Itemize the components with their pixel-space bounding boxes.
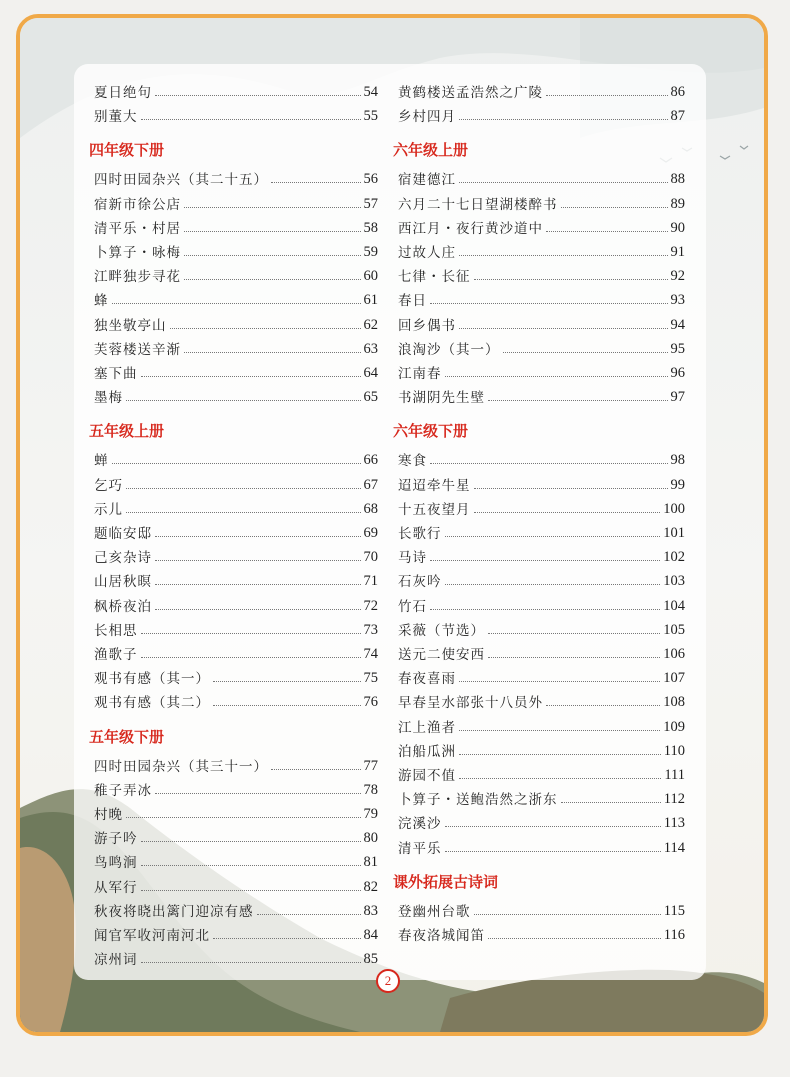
toc-entry[interactable]	[94, 872, 378, 896]
section-heading: 四年级下册	[89, 141, 165, 160]
toc-entry[interactable]	[398, 213, 685, 237]
dot-leader	[430, 303, 668, 304]
dot-leader	[561, 207, 668, 208]
dot-leader	[546, 705, 660, 706]
page-ref: 81	[363, 854, 378, 871]
poem-title: 十五夜望月	[398, 501, 471, 518]
toc-entry[interactable]	[94, 823, 378, 847]
poem-title: 观书有感（其二）	[94, 695, 210, 712]
page-ref: 62	[363, 316, 378, 333]
page-ref: 63	[363, 340, 378, 357]
section-heading: 六年级上册	[393, 141, 469, 160]
poem-title: 村晚	[94, 807, 123, 823]
poem-title: 己亥杂诗	[94, 550, 152, 567]
poem-title: 采薇（节选）	[398, 622, 485, 639]
toc-entry[interactable]	[398, 285, 685, 309]
dot-leader	[459, 255, 668, 256]
section-heading: 课外拓展古诗词	[393, 872, 499, 891]
dot-leader	[126, 817, 361, 818]
toc-entry[interactable]	[398, 566, 685, 590]
toc-entry[interactable]	[398, 261, 685, 285]
dot-leader	[488, 657, 660, 658]
poem-title: 马诗	[398, 550, 427, 567]
page-ref: 57	[363, 195, 378, 212]
page-ref: 72	[363, 597, 378, 614]
page-ref: 76	[363, 694, 378, 711]
poem-title: 早春呈水部张十八员外	[398, 695, 543, 712]
page-ref: 109	[663, 718, 685, 735]
dot-leader	[141, 633, 361, 634]
dot-leader	[445, 584, 661, 585]
page-ref: 61	[363, 292, 378, 309]
toc-entry[interactable]	[94, 261, 378, 285]
poem-title: 卜算子・咏梅	[94, 245, 181, 261]
dot-leader	[488, 938, 661, 939]
poem-title: 观书有感（其一）	[94, 671, 210, 688]
toc-entry[interactable]	[398, 189, 685, 213]
dot-leader	[155, 793, 361, 794]
poem-title: 宿建德江	[398, 172, 456, 189]
dot-leader	[459, 754, 661, 755]
poem-title: 游园不值	[398, 768, 456, 784]
page-ref: 77	[363, 757, 378, 774]
dot-leader	[474, 488, 668, 489]
poem-title: 山居秋暝	[94, 574, 152, 591]
toc-entry[interactable]	[94, 663, 378, 687]
poem-title: 书湖阴先生壁	[398, 390, 485, 407]
page-ref: 111	[664, 767, 685, 783]
page-ref: 93	[670, 292, 685, 309]
dot-leader	[459, 681, 660, 682]
page-ref: 103	[663, 573, 685, 590]
toc-entry[interactable]	[398, 382, 685, 406]
toc-entry[interactable]	[398, 808, 685, 832]
dot-leader	[474, 279, 668, 280]
page-ref: 100	[663, 500, 685, 517]
dot-leader	[141, 841, 361, 842]
dot-leader	[459, 778, 661, 779]
dot-leader	[459, 119, 668, 120]
dot-leader	[155, 536, 361, 537]
dot-leader	[170, 328, 361, 329]
toc-entry[interactable]	[398, 591, 685, 615]
toc-entry[interactable]	[398, 760, 685, 784]
poem-title: 芙蓉楼送辛渐	[94, 341, 181, 358]
page-ref: 87	[670, 108, 685, 125]
poem-title: 闻官军收河南河北	[94, 928, 210, 944]
page-ref: 106	[663, 646, 685, 662]
dot-leader	[430, 609, 660, 610]
dot-leader	[271, 769, 361, 770]
toc-entry[interactable]	[94, 310, 378, 334]
toc-entry[interactable]	[398, 77, 685, 101]
page-ref: 80	[363, 830, 378, 847]
page-ref: 86	[670, 84, 685, 100]
poem-title: 送元二使安西	[398, 647, 485, 663]
page-ref: 71	[363, 573, 378, 590]
toc-entry[interactable]	[94, 518, 378, 542]
dot-leader	[141, 376, 361, 377]
poem-title: 鸟鸣涧	[94, 855, 138, 872]
toc-entry[interactable]	[398, 445, 685, 469]
toc-entry[interactable]	[94, 542, 378, 566]
poem-title: 凉州词	[94, 952, 138, 969]
page-ref: 84	[363, 927, 378, 943]
poem-title: 乞巧	[94, 477, 123, 494]
dot-leader	[459, 328, 668, 329]
dot-leader	[430, 463, 668, 464]
poem-title: 塞下曲	[94, 366, 138, 382]
page-ref: 65	[363, 389, 378, 406]
dot-leader	[459, 730, 660, 731]
page-ref: 91	[670, 244, 685, 260]
page-ref: 67	[363, 476, 378, 493]
toc-entry[interactable]	[398, 896, 685, 920]
page-ref: 56	[363, 171, 378, 188]
poem-title: 长歌行	[398, 526, 442, 542]
dot-leader	[257, 914, 361, 915]
page-ref: 116	[663, 927, 685, 943]
table-of-contents	[74, 64, 706, 980]
poem-title: 清平乐	[398, 840, 442, 857]
dot-leader	[155, 560, 361, 561]
dot-leader	[155, 95, 361, 96]
page-ref: 110	[663, 742, 685, 759]
page-ref: 60	[363, 268, 378, 285]
toc-entry[interactable]	[398, 237, 685, 261]
toc-entry[interactable]	[398, 518, 685, 542]
poem-title: 夏日绝句	[94, 85, 152, 101]
poem-title: 六月二十七日望湖楼醉书	[398, 196, 558, 213]
toc-entry[interactable]	[398, 639, 685, 663]
poem-title: 春夜洛城闻笛	[398, 928, 485, 944]
page-ref: 102	[663, 549, 685, 566]
dot-leader	[184, 231, 361, 232]
poem-title: 乡村四月	[398, 109, 456, 126]
poem-title: 游子吟	[94, 831, 138, 848]
toc-entry[interactable]	[94, 470, 378, 494]
dot-leader	[184, 279, 361, 280]
page-ref: 59	[363, 244, 378, 260]
toc-entry[interactable]	[94, 896, 378, 920]
page-ref: 75	[363, 670, 378, 687]
poem-title: 枫桥夜泊	[94, 598, 152, 615]
page-ref: 89	[670, 195, 685, 212]
page-ref: 58	[363, 219, 378, 236]
page-number: 2	[376, 969, 400, 993]
poem-title: 从军行	[94, 879, 138, 896]
poem-title: 长相思	[94, 622, 138, 639]
toc-entry[interactable]	[94, 237, 378, 261]
toc-entry[interactable]	[94, 189, 378, 213]
page-ref: 114	[663, 839, 685, 856]
page-ref: 78	[363, 781, 378, 798]
toc-entry[interactable]	[398, 101, 685, 125]
toc-entry[interactable]	[94, 494, 378, 518]
page-ref: 96	[670, 365, 685, 381]
poem-title: 四时田园杂兴（其二十五）	[94, 172, 268, 189]
dot-leader	[155, 584, 361, 585]
toc-entry[interactable]	[398, 615, 685, 639]
poem-title: 卜算子・送鲍浩然之浙东	[398, 792, 558, 809]
toc-entry[interactable]	[398, 712, 685, 736]
toc-entry[interactable]	[398, 687, 685, 711]
toc-entry[interactable]	[398, 310, 685, 334]
page-ref: 68	[363, 500, 378, 517]
dot-leader	[126, 488, 361, 489]
dot-leader	[184, 352, 361, 353]
dot-leader	[141, 865, 361, 866]
toc-entry[interactable]	[398, 542, 685, 566]
toc-entry[interactable]	[398, 784, 685, 808]
page-ref: 115	[663, 902, 685, 919]
dot-leader	[141, 119, 361, 120]
poem-title: 迢迢牵牛星	[398, 477, 471, 494]
toc-entry[interactable]	[94, 775, 378, 799]
poem-title: 渔歌子	[94, 647, 138, 663]
poem-title: 示儿	[94, 501, 123, 518]
toc-entry[interactable]	[398, 164, 685, 188]
poem-title: 清平乐・村居	[94, 220, 181, 237]
dot-leader	[126, 400, 361, 401]
page-ref: 66	[363, 452, 378, 469]
poem-title: 独坐敬亭山	[94, 317, 167, 334]
page-ref: 74	[363, 646, 378, 662]
poem-title: 黄鹤楼送孟浩然之广陵	[398, 85, 543, 101]
dot-leader	[213, 681, 361, 682]
dot-leader	[474, 914, 661, 915]
page-ref: 64	[363, 365, 378, 381]
dot-leader	[445, 536, 661, 537]
toc-entry[interactable]	[94, 445, 378, 469]
dot-leader	[546, 231, 668, 232]
page-ref: 105	[663, 621, 685, 638]
toc-entry[interactable]	[398, 920, 685, 944]
toc-entry[interactable]	[94, 77, 378, 101]
poem-title: 蜂	[94, 293, 109, 310]
page-ref: 88	[670, 171, 685, 188]
dot-leader	[112, 303, 361, 304]
poem-title: 回乡偶书	[398, 317, 456, 334]
dot-leader	[445, 826, 661, 827]
poem-title: 春夜喜雨	[398, 671, 456, 688]
toc-entry[interactable]	[398, 736, 685, 760]
toc-entry[interactable]	[94, 285, 378, 309]
toc-entry[interactable]	[398, 358, 685, 382]
page-ref: 97	[670, 389, 685, 406]
page-ref: 82	[363, 878, 378, 895]
toc-entry[interactable]	[94, 566, 378, 590]
toc-entry[interactable]	[94, 591, 378, 615]
dot-leader	[430, 560, 660, 561]
toc-entry[interactable]	[94, 639, 378, 663]
toc-entry[interactable]	[398, 470, 685, 494]
poem-title: 四时田园杂兴（其三十一）	[94, 758, 268, 775]
page-ref: 107	[663, 670, 685, 687]
toc-entry[interactable]	[94, 799, 378, 823]
poem-title: 春日	[398, 293, 427, 310]
toc-entry[interactable]	[398, 494, 685, 518]
page-ref: 54	[363, 84, 378, 100]
page-ref: 55	[363, 108, 378, 125]
dot-leader	[213, 705, 361, 706]
dot-leader	[141, 890, 361, 891]
page-ref: 101	[663, 525, 685, 541]
toc-entry[interactable]	[94, 944, 378, 968]
dot-leader	[271, 182, 361, 183]
poem-title: 别董大	[94, 109, 138, 126]
section-heading: 五年级上册	[89, 422, 165, 441]
poem-title: 江南春	[398, 366, 442, 382]
poem-title: 泊船瓜洲	[398, 743, 456, 760]
page-ref: 92	[670, 268, 685, 285]
poem-title: 西江月・夜行黄沙道中	[398, 220, 543, 237]
dot-leader	[155, 609, 361, 610]
toc-entry[interactable]	[94, 164, 378, 188]
toc-entry[interactable]	[94, 751, 378, 775]
toc-entry[interactable]	[94, 687, 378, 711]
toc-entry[interactable]	[94, 847, 378, 871]
page-ref: 95	[670, 340, 685, 357]
poem-title: 稚子弄冰	[94, 782, 152, 799]
dot-leader	[141, 962, 361, 963]
poem-title: 蝉	[94, 453, 109, 470]
poem-title: 宿新市徐公店	[94, 196, 181, 213]
page-ref: 99	[670, 476, 685, 493]
dot-leader	[503, 352, 668, 353]
poem-title: 登幽州台歌	[398, 903, 471, 920]
dot-leader	[126, 512, 361, 513]
dot-leader	[488, 400, 668, 401]
dot-leader	[474, 512, 661, 513]
dot-leader	[445, 851, 661, 852]
toc-entry[interactable]	[94, 101, 378, 125]
dot-leader	[213, 938, 361, 939]
dot-leader	[561, 802, 661, 803]
toc-entry[interactable]	[94, 213, 378, 237]
toc-entry[interactable]	[94, 615, 378, 639]
page-ref: 94	[670, 316, 685, 333]
poem-title: 题临安邸	[94, 526, 152, 542]
toc-entry[interactable]	[398, 334, 685, 358]
toc-entry[interactable]	[398, 833, 685, 857]
poem-title: 竹石	[398, 598, 427, 615]
toc-entry[interactable]	[94, 920, 378, 944]
page-ref: 85	[363, 951, 378, 968]
section-heading: 五年级下册	[89, 727, 165, 746]
poem-title: 七律・长征	[398, 269, 471, 286]
toc-entry[interactable]	[94, 382, 378, 406]
poem-title: 江畔独步寻花	[94, 269, 181, 286]
page-ref: 104	[663, 597, 685, 614]
toc-entry[interactable]	[398, 663, 685, 687]
dot-leader	[184, 255, 361, 256]
page-ref: 112	[663, 791, 685, 808]
page-ref: 98	[670, 452, 685, 469]
toc-entry[interactable]	[94, 334, 378, 358]
poem-title: 浪淘沙（其一）	[398, 341, 500, 358]
poem-title: 江上渔者	[398, 719, 456, 736]
page-ref: 83	[363, 902, 378, 919]
section-heading: 六年级下册	[393, 422, 469, 441]
poem-title: 浣溪沙	[398, 816, 442, 833]
dot-leader	[141, 657, 361, 658]
page-ref: 73	[363, 621, 378, 638]
page-ref: 90	[670, 219, 685, 236]
dot-leader	[488, 633, 660, 634]
page-ref: 79	[363, 806, 378, 822]
poem-title: 寒食	[398, 453, 427, 470]
poem-title: 石灰吟	[398, 574, 442, 591]
page-ref: 113	[663, 815, 685, 832]
dot-leader	[546, 95, 668, 96]
page-ref: 69	[363, 525, 378, 541]
poem-title: 墨梅	[94, 390, 123, 407]
dot-leader	[184, 207, 361, 208]
toc-entry[interactable]	[94, 358, 378, 382]
dot-leader	[459, 182, 668, 183]
page-ref: 70	[363, 549, 378, 566]
poem-title: 秋夜将晓出篱门迎凉有感	[94, 903, 254, 920]
dot-leader	[112, 463, 361, 464]
poem-title: 过故人庄	[398, 245, 456, 261]
page-ref: 108	[663, 694, 685, 711]
dot-leader	[445, 376, 668, 377]
